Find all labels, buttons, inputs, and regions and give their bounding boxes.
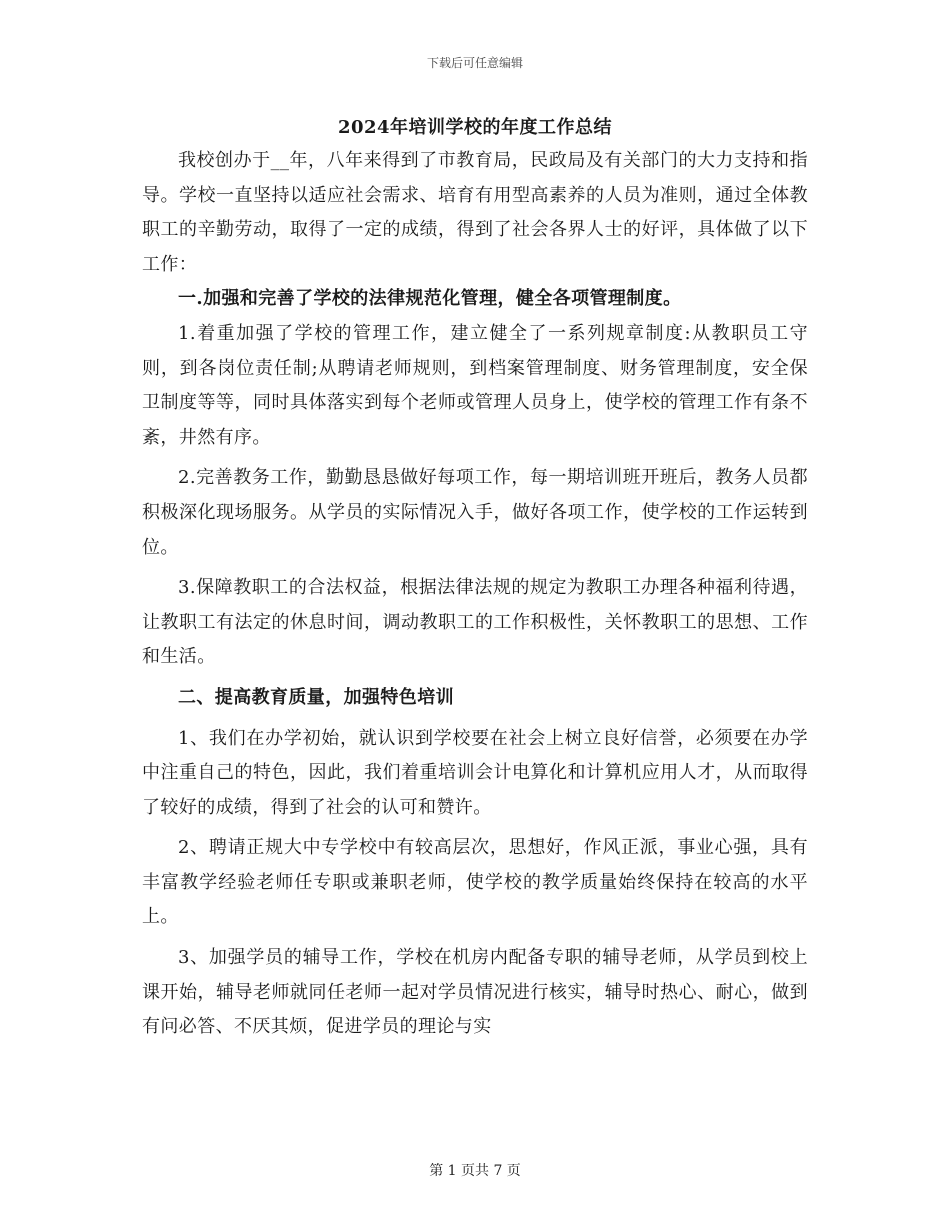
section-1-item-1: 1.着重加强了学校的管理工作，建立健全了一系列规章制度:从教职员工守则，到各岗位责任制;从聘请老师规则，到档案管理制度、财务管理制度，安全保卫制度等等，同时具体落实到每个老师或管理人员身上，使学校的管理工作有条不紊，井然有序。 [142, 322, 808, 448]
section-1-item-2: 2.完善教务工作，勤勤恳恳做好每项工作，每一期培训班开班后，教务人员都积极深化现场服务。从学员的实际情况入手，做好各项工作，使学校的工作运转到位。 [142, 467, 808, 558]
section-2-item-1: 1、我们在办学初始，就认识到学校要在社会上树立良好信誉，必须要在办学中注重自己的特色，因此，我们着重培训会计电算化和计算机应用人才，从而取得了较好的成绩，得到了社会的认可和赞许。 [142, 727, 808, 818]
section-1-item-3: 3.保障教职工的合法权益，根据法律法规的规定为教职工办理各种福利待遇，让教职工有法定的休息时间，调动教职工的工作积极性，关怀教职工的思想、工作和生活。 [142, 577, 808, 668]
document-title: 2024年培训学校的年度工作总结 [337, 117, 613, 138]
document-body [142, 112, 808, 1045]
page-footer: 第 1 页共 7 页 [429, 1163, 521, 1179]
section-2-heading: 二、提高教育质量，加强特色培训 [178, 686, 454, 708]
section-1-heading: 一.加强和完善了学校的法律规范化管理，健全各项管理制度。 [178, 288, 682, 310]
section-2-item-2: 2、聘请正规大中专学校中有较高层次，思想好，作风正派，事业心强，具有丰富教学经验老师任专职或兼职老师，使学校的教学质量始终保持在较高的水平上。 [142, 837, 808, 928]
header-note: 下载后可任意编辑 [426, 56, 523, 70]
intro-paragraph: 我校创办于__年，八年来得到了市教育局，民政局及有关部门的大力支持和指导。学校一直坚持以适应社会需求、培育有用型高素养的人员为准则，通过全体教职工的辛勤劳动，取得了一定的成绩，得到了社会各界人士的好评，具体做了以下工作： [142, 150, 808, 275]
section-2-item-3: 3、加强学员的辅导工作，学校在机房内配备专职的辅导老师，从学员到校上课开始，辅导老师就同任老师一起对学员情况进行核实，辅导时热心、耐心，做到有问必答、不厌其烦，促进学员的理论与实 [142, 947, 808, 1038]
